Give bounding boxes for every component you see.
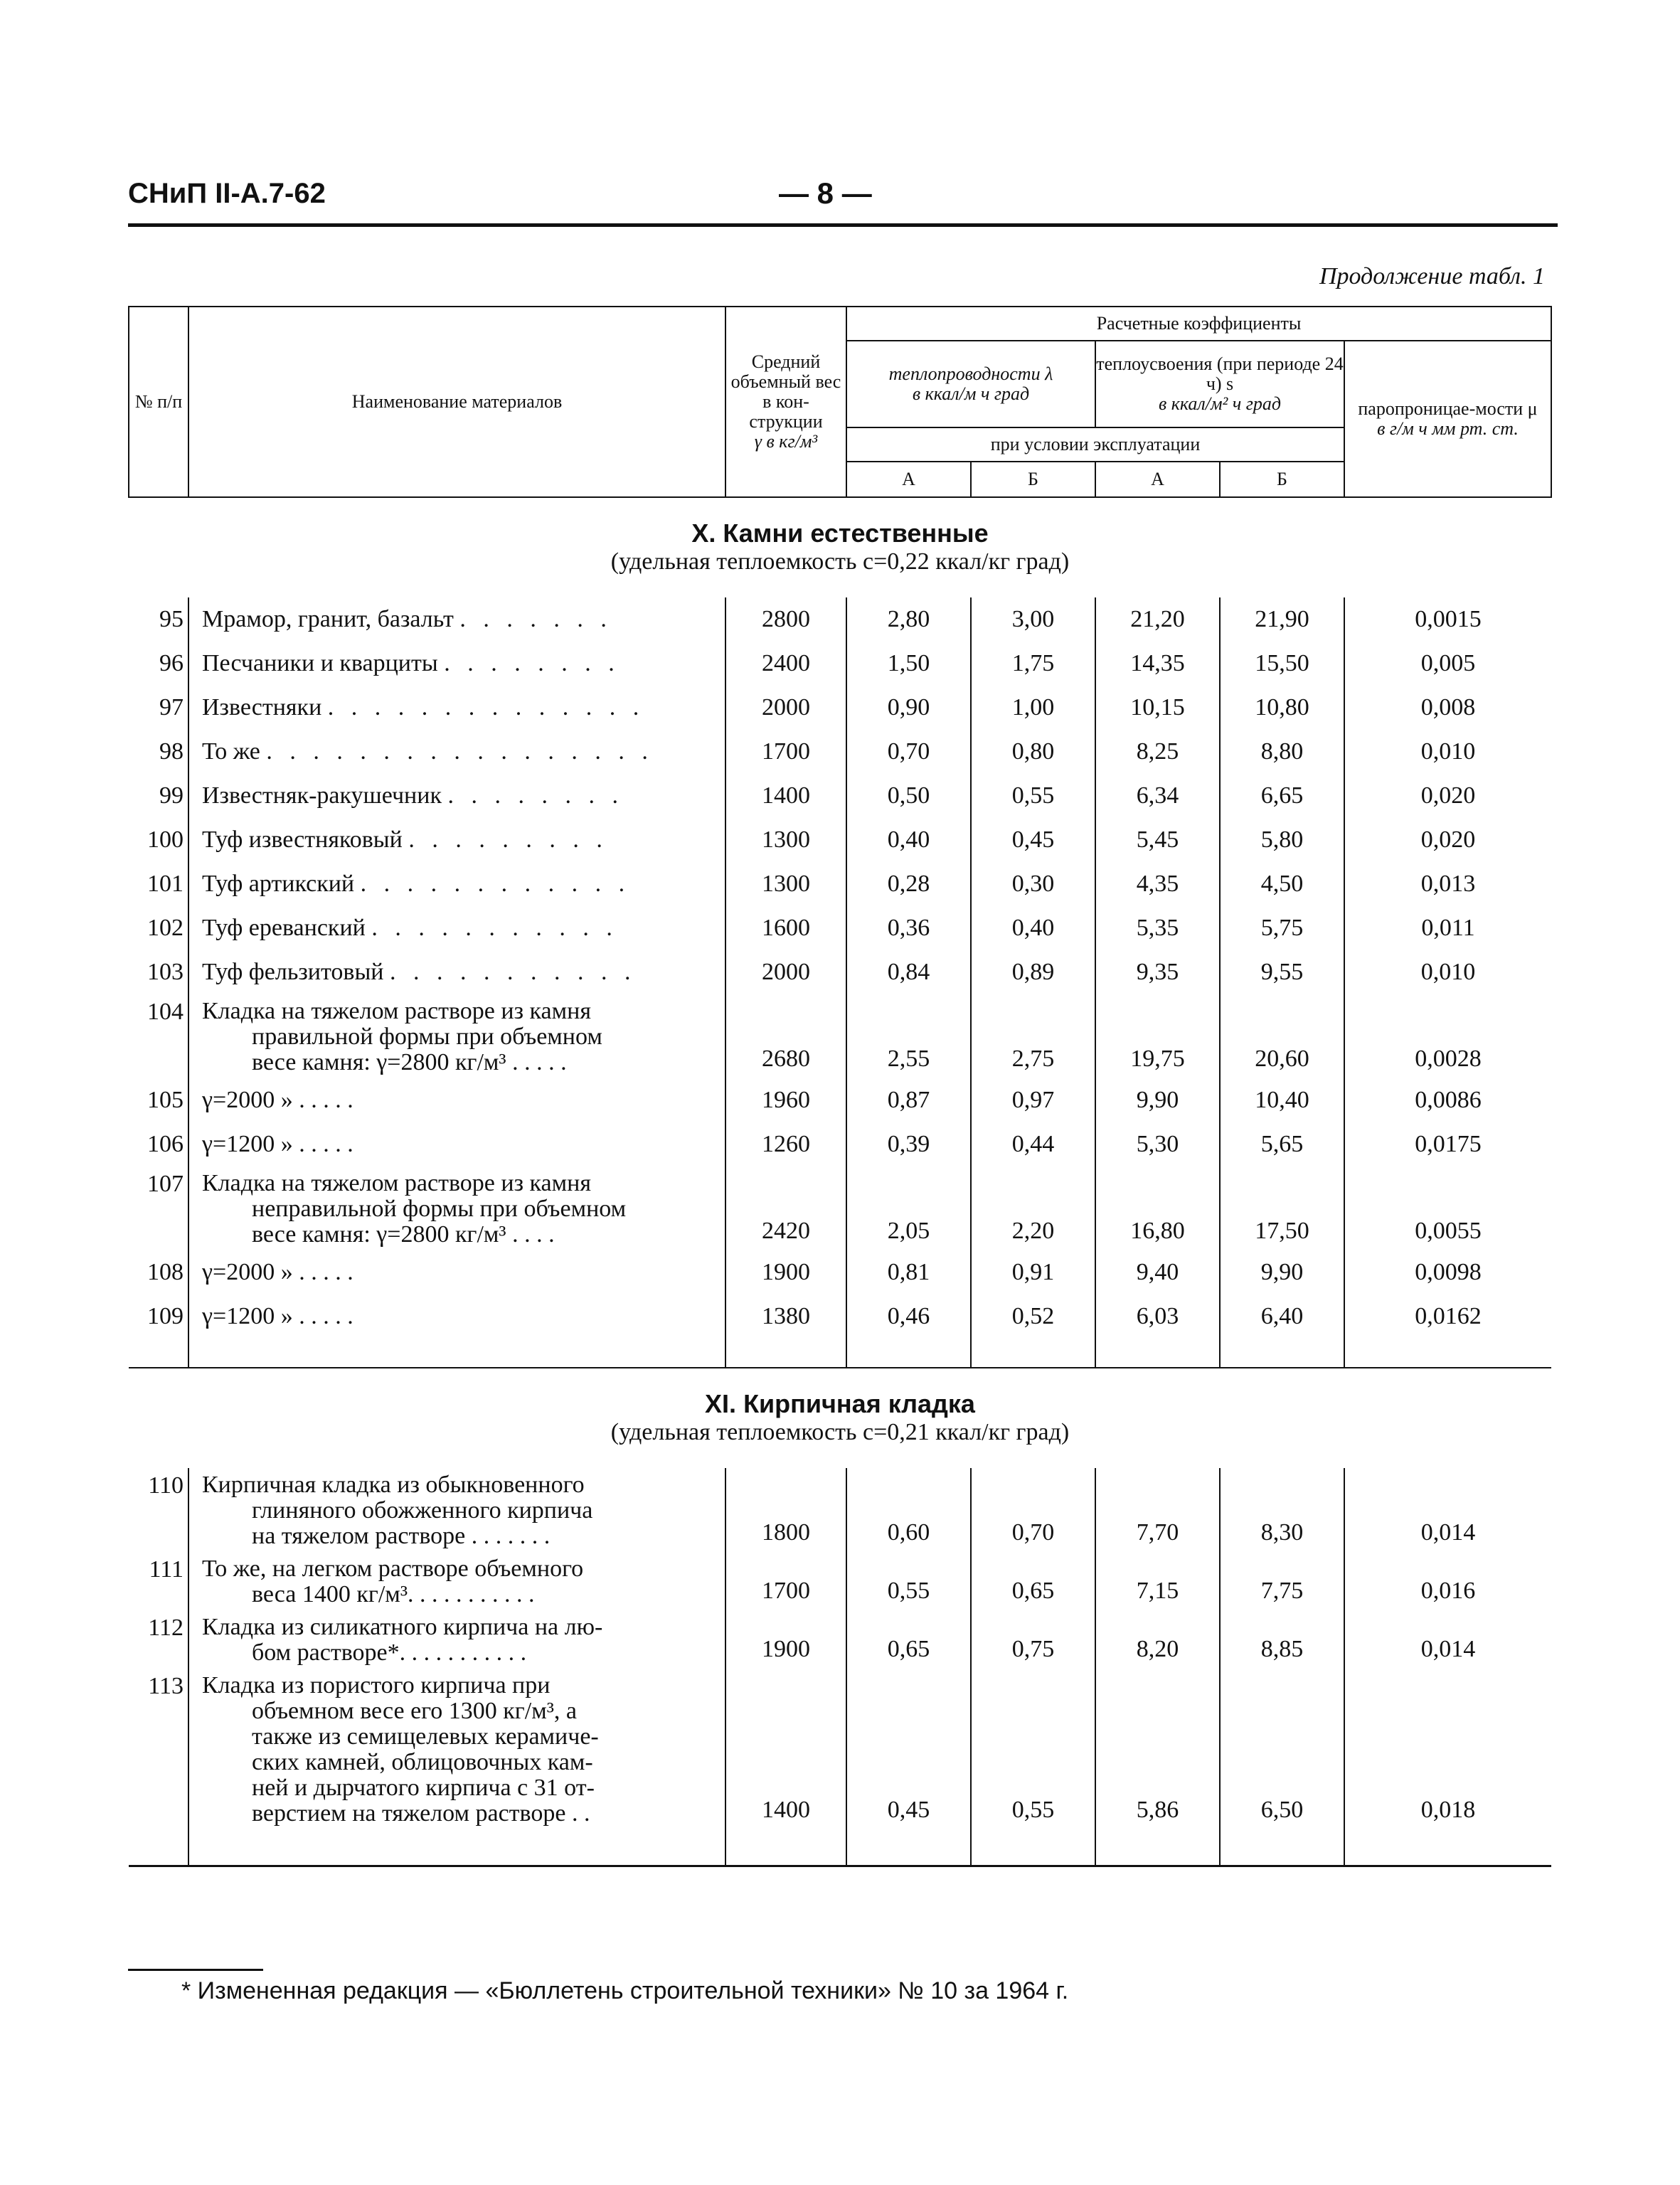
material-name-text: Туф ереванский bbox=[202, 915, 366, 941]
s-b-cell: 4,50 bbox=[1220, 862, 1344, 906]
s-b-cell: 9,90 bbox=[1220, 1250, 1344, 1294]
material-name-text: Туф известняковый bbox=[202, 826, 403, 853]
material-name bbox=[188, 730, 725, 774]
row-number: 95 bbox=[129, 597, 188, 642]
s-a-cell: 10,15 bbox=[1095, 686, 1220, 730]
s-b-cell: 5,75 bbox=[1220, 906, 1344, 950]
header-cond-a: А bbox=[846, 462, 971, 497]
row-number: 110 bbox=[129, 1468, 188, 1552]
lambda-a-cell: 0,84 bbox=[846, 950, 971, 994]
material-name bbox=[188, 686, 725, 730]
mu-cell: 0,010 bbox=[1420, 738, 1476, 765]
mu-cell: 0,0055 bbox=[1415, 1218, 1482, 1244]
material-name-text: Туф фельзитовый bbox=[202, 959, 384, 985]
table-row bbox=[129, 774, 1551, 818]
s-a-cell: 21,20 bbox=[1095, 597, 1220, 642]
material-name-text: Песчаники и кварциты bbox=[202, 650, 438, 676]
material-name-line: Кладка из силикатного кирпича на лю- bbox=[202, 1614, 603, 1640]
header-weight-text: Средний объемный вес в кон-струкции bbox=[730, 351, 841, 432]
document-code: СНиП II-А.7-62 bbox=[128, 178, 326, 209]
density-cell: 2680 bbox=[725, 994, 846, 1078]
mu-cell: 0,011 bbox=[1421, 915, 1475, 941]
s-a-cell: 4,35 bbox=[1095, 862, 1220, 906]
material-name-line: на тяжелом растворе . . . . . . . bbox=[252, 1523, 551, 1549]
material-name-line: ней и дырчатого кирпича с 31 от- bbox=[252, 1775, 595, 1801]
material-name-line: объемном весе его 1300 кг/м³, а bbox=[252, 1698, 577, 1724]
s-b-cell: 6,40 bbox=[1220, 1294, 1344, 1339]
density-cell: 1900 bbox=[725, 1250, 846, 1294]
material-name-line: ских камней, облицовочных кам- bbox=[252, 1749, 593, 1775]
lambda-a-cell: 0,39 bbox=[846, 1122, 971, 1166]
mu-cell: 0,0086 bbox=[1415, 1087, 1482, 1113]
mu-cell: 0,016 bbox=[1420, 1578, 1476, 1604]
table-row bbox=[129, 906, 1551, 950]
density-cell: 1700 bbox=[725, 730, 846, 774]
s-b-cell: 6,65 bbox=[1220, 774, 1344, 818]
mu-cell: 0,018 bbox=[1420, 1797, 1476, 1823]
material-name-line: Кладка из пористого кирпича при bbox=[202, 1672, 551, 1698]
lambda-a-cell: 0,87 bbox=[846, 1078, 971, 1122]
s-a-cell: 8,20 bbox=[1095, 1610, 1220, 1669]
lambda-b-cell: 1,00 bbox=[971, 686, 1095, 730]
density-cell: 2000 bbox=[725, 950, 846, 994]
s-b-cell: 20,60 bbox=[1220, 994, 1344, 1078]
header-conductivity-text: теплопроводности λ bbox=[888, 363, 1053, 384]
row-number: 97 bbox=[129, 686, 188, 730]
density-cell: 2400 bbox=[725, 642, 846, 686]
lambda-a-cell: 0,36 bbox=[846, 906, 971, 950]
lambda-b-cell: 0,80 bbox=[971, 730, 1095, 774]
density-cell: 1300 bbox=[725, 862, 846, 906]
material-name-text: Известняк-ракушечник bbox=[202, 782, 442, 809]
table-row bbox=[129, 1122, 1551, 1166]
material-name: γ=1200 » . . . . . bbox=[188, 1294, 725, 1339]
mu-cell: 0,008 bbox=[1420, 694, 1476, 721]
material-name-text: Мрамор, гранит, базальт bbox=[202, 606, 454, 632]
material-name: γ=1200 » . . . . . bbox=[188, 1122, 725, 1166]
table-row bbox=[129, 1294, 1551, 1339]
header-heat-absorption-text: теплоусвоения (при периоде 24 ч) s bbox=[1096, 353, 1344, 394]
section-title: XI. Кирпичная кладка bbox=[705, 1389, 975, 1418]
lambda-b-cell: 0,55 bbox=[971, 774, 1095, 818]
s-a-cell: 9,90 bbox=[1095, 1078, 1220, 1122]
density-cell: 1700 bbox=[725, 1552, 846, 1610]
density-cell: 2420 bbox=[725, 1166, 846, 1250]
material-name bbox=[188, 862, 725, 906]
lambda-a-cell: 2,80 bbox=[846, 597, 971, 642]
material-name bbox=[188, 1166, 725, 1250]
header-vapor-unit: в г/м ч мм рт. ст. bbox=[1377, 418, 1519, 439]
density-cell: 2800 bbox=[725, 597, 846, 642]
material-name-line: верстием на тяжелом растворе . . bbox=[252, 1800, 590, 1827]
table-row bbox=[129, 994, 1551, 1078]
material-name bbox=[188, 1669, 725, 1829]
row-number: 104 bbox=[129, 994, 188, 1078]
s-b-cell: 17,50 bbox=[1220, 1166, 1344, 1250]
material-name bbox=[188, 1610, 725, 1669]
material-name-line: Кладка на тяжелом растворе из камня bbox=[202, 998, 591, 1024]
table-row bbox=[129, 1552, 1551, 1610]
s-a-cell: 9,35 bbox=[1095, 950, 1220, 994]
s-a-cell: 6,34 bbox=[1095, 774, 1220, 818]
materials-table bbox=[128, 306, 1552, 1867]
lambda-b-cell: 2,20 bbox=[971, 1166, 1095, 1250]
s-b-cell: 6,50 bbox=[1220, 1669, 1344, 1829]
lambda-a-cell: 0,55 bbox=[846, 1552, 971, 1610]
material-name-line: неправильной формы при объемном bbox=[252, 1196, 627, 1222]
leader-dots: . . . . . . . . bbox=[447, 782, 624, 809]
material-name-line: весе камня: γ=2800 кг/м³ . . . . . bbox=[252, 1049, 567, 1075]
lambda-a-cell: 0,28 bbox=[846, 862, 971, 906]
header-heat-absorption-unit: в ккал/м² ч град bbox=[1158, 393, 1282, 414]
header-vapor-permeability bbox=[1344, 341, 1551, 497]
header-coefficients: Расчетные коэффициенты bbox=[846, 307, 1551, 341]
row-number: 109 bbox=[129, 1294, 188, 1339]
s-b-cell: 7,75 bbox=[1220, 1552, 1344, 1610]
header-cond-b: Б bbox=[1220, 462, 1344, 497]
s-b-cell: 8,80 bbox=[1220, 730, 1344, 774]
row-number: 102 bbox=[129, 906, 188, 950]
page-header bbox=[128, 178, 1558, 220]
table-row bbox=[129, 950, 1551, 994]
lambda-a-cell: 0,65 bbox=[846, 1610, 971, 1669]
material-name-line: глиняного обожженного кирпича bbox=[252, 1497, 593, 1524]
leader-dots: . . . . . . . . . . . . . . . . . bbox=[266, 738, 654, 765]
lambda-b-cell: 0,45 bbox=[971, 818, 1095, 862]
s-b-cell: 21,90 bbox=[1220, 597, 1344, 642]
lambda-a-cell: 0,40 bbox=[846, 818, 971, 862]
material-name-text: Туф артикский bbox=[202, 871, 355, 897]
page-number: — 8 — bbox=[779, 176, 872, 210]
s-a-cell: 5,30 bbox=[1095, 1122, 1220, 1166]
lambda-b-cell: 0,52 bbox=[971, 1294, 1095, 1339]
section-title: X. Камни естественные bbox=[691, 519, 989, 548]
material-name: γ=2000 » . . . . . bbox=[188, 1250, 725, 1294]
section-subtitle: (удельная теплоемкость c=0,22 ккал/кг град) bbox=[610, 548, 1070, 575]
material-name-text: То же bbox=[202, 738, 260, 765]
table-end-row bbox=[129, 1829, 1551, 1866]
density-cell: 1960 bbox=[725, 1078, 846, 1122]
lambda-b-cell: 0,44 bbox=[971, 1122, 1095, 1166]
lambda-a-cell: 0,46 bbox=[846, 1294, 971, 1339]
s-a-cell: 6,03 bbox=[1095, 1294, 1220, 1339]
table-row bbox=[129, 642, 1551, 686]
table-row bbox=[129, 686, 1551, 730]
footnote: * Измененная редакция — «Бюллетень строительной техники» № 10 за 1964 г. bbox=[181, 1977, 1069, 2004]
table-row bbox=[129, 818, 1551, 862]
mu-cell: 0,010 bbox=[1420, 959, 1476, 985]
density-cell: 1900 bbox=[725, 1610, 846, 1669]
table-row bbox=[129, 1468, 1551, 1552]
leader-dots: . . . . . . . . . . . . . . bbox=[327, 694, 645, 721]
lambda-b-cell: 0,91 bbox=[971, 1250, 1095, 1294]
material-name-line: также из семищелевых керамиче- bbox=[252, 1723, 599, 1750]
lambda-b-cell: 2,75 bbox=[971, 994, 1095, 1078]
table-row bbox=[129, 1669, 1551, 1829]
row-number: 107 bbox=[129, 1166, 188, 1250]
material-name-text: Известняки bbox=[202, 694, 322, 721]
header-material-name: Наименование материалов bbox=[188, 307, 725, 497]
s-a-cell: 5,45 bbox=[1095, 818, 1220, 862]
material-name bbox=[188, 642, 725, 686]
density-cell: 1260 bbox=[725, 1122, 846, 1166]
leader-dots: . . . . . . . bbox=[459, 606, 612, 632]
mu-cell: 0,013 bbox=[1420, 871, 1476, 897]
section-subtitle: (удельная теплоемкость c=0,21 ккал/кг град) bbox=[610, 1419, 1070, 1445]
row-number: 112 bbox=[129, 1610, 188, 1669]
row-number: 100 bbox=[129, 818, 188, 862]
header-operating-conditions: при условии эксплуатации bbox=[846, 427, 1344, 462]
table-row bbox=[129, 1250, 1551, 1294]
leader-dots: . . . . . . . . . . . bbox=[371, 915, 618, 941]
mu-cell: 0,0028 bbox=[1415, 1046, 1482, 1072]
header-cond-a: А bbox=[1095, 462, 1220, 497]
s-a-cell: 8,25 bbox=[1095, 730, 1220, 774]
leader-dots: . . . . . . . . bbox=[444, 650, 620, 676]
header-conductivity-unit: в ккал/м ч град bbox=[912, 383, 1030, 404]
lambda-a-cell: 2,05 bbox=[846, 1166, 971, 1250]
leader-dots: . . . . . . . . . . . bbox=[389, 959, 637, 985]
material-name bbox=[188, 774, 725, 818]
lambda-a-cell: 0,81 bbox=[846, 1250, 971, 1294]
mu-cell: 0,014 bbox=[1420, 1636, 1476, 1662]
row-number: 105 bbox=[129, 1078, 188, 1122]
table-row bbox=[129, 1610, 1551, 1669]
density-cell: 1300 bbox=[725, 818, 846, 862]
lambda-b-cell: 0,65 bbox=[971, 1552, 1095, 1610]
lambda-b-cell: 0,75 bbox=[971, 1610, 1095, 1669]
leader-dots: . . . . . . . . . . . . bbox=[360, 871, 631, 897]
density-cell: 1800 bbox=[725, 1468, 846, 1552]
material-name bbox=[188, 994, 725, 1078]
lambda-b-cell: 0,40 bbox=[971, 906, 1095, 950]
header-vapor-text: паропроницае-мости μ bbox=[1358, 398, 1538, 419]
mu-cell: 0,014 bbox=[1420, 1519, 1476, 1546]
mu-cell: 0,0098 bbox=[1415, 1259, 1482, 1285]
s-a-cell: 7,70 bbox=[1095, 1468, 1220, 1552]
row-number: 111 bbox=[129, 1552, 188, 1610]
footnote-rule bbox=[128, 1969, 263, 1971]
lambda-b-cell: 3,00 bbox=[971, 597, 1095, 642]
material-name-line: Кирпичная кладка из обыкновенного bbox=[202, 1472, 585, 1498]
row-number: 106 bbox=[129, 1122, 188, 1166]
lambda-a-cell: 1,50 bbox=[846, 642, 971, 686]
s-b-cell: 8,85 bbox=[1220, 1610, 1344, 1669]
lambda-b-cell: 0,89 bbox=[971, 950, 1095, 994]
row-gap bbox=[129, 1339, 1551, 1368]
table-row bbox=[129, 730, 1551, 774]
material-name bbox=[188, 818, 725, 862]
header-cond-b: Б bbox=[971, 462, 1095, 497]
material-name-line: Кладка на тяжелом растворе из камня bbox=[202, 1170, 591, 1196]
material-name bbox=[188, 950, 725, 994]
mu-cell: 0,005 bbox=[1420, 650, 1476, 676]
mu-cell: 0,020 bbox=[1420, 826, 1476, 853]
s-b-cell: 10,80 bbox=[1220, 686, 1344, 730]
row-number: 96 bbox=[129, 642, 188, 686]
s-a-cell: 7,15 bbox=[1095, 1552, 1220, 1610]
table-row bbox=[129, 1078, 1551, 1122]
row-number: 108 bbox=[129, 1250, 188, 1294]
material-name-line: правильной формы при объемном bbox=[252, 1024, 602, 1050]
density-cell: 1400 bbox=[725, 1669, 846, 1829]
material-name-line: То же, на легком растворе объемного bbox=[202, 1556, 584, 1582]
header-weight-unit: γ в кг/м³ bbox=[754, 431, 818, 452]
table-body bbox=[129, 497, 1551, 1866]
lambda-b-cell: 1,75 bbox=[971, 642, 1095, 686]
s-b-cell: 15,50 bbox=[1220, 642, 1344, 686]
lambda-a-cell: 0,50 bbox=[846, 774, 971, 818]
row-number: 113 bbox=[129, 1669, 188, 1829]
leader-dots: . . . . . . . . . bbox=[408, 826, 608, 853]
s-b-cell: 5,80 bbox=[1220, 818, 1344, 862]
s-b-cell: 10,40 bbox=[1220, 1078, 1344, 1122]
lambda-b-cell: 0,70 bbox=[971, 1468, 1095, 1552]
table-row bbox=[129, 1166, 1551, 1250]
header-weight bbox=[725, 307, 846, 497]
lambda-a-cell: 0,45 bbox=[846, 1669, 971, 1829]
table-row bbox=[129, 862, 1551, 906]
mu-cell: 0,0175 bbox=[1415, 1131, 1482, 1157]
density-cell: 1380 bbox=[725, 1294, 846, 1339]
material-name bbox=[188, 597, 725, 642]
s-b-cell: 5,65 bbox=[1220, 1122, 1344, 1166]
header-heat-absorption bbox=[1095, 341, 1344, 427]
density-cell: 2000 bbox=[725, 686, 846, 730]
material-name bbox=[188, 1552, 725, 1610]
header-number: № п/п bbox=[129, 307, 188, 497]
lambda-b-cell: 0,30 bbox=[971, 862, 1095, 906]
mu-cell: 0,0015 bbox=[1415, 606, 1482, 632]
table-row bbox=[129, 597, 1551, 642]
table-continuation-label: Продолжение табл. 1 bbox=[1319, 263, 1545, 289]
section-heading-x bbox=[129, 497, 1551, 597]
lambda-a-cell: 0,60 bbox=[846, 1468, 971, 1552]
table-header bbox=[129, 307, 1551, 497]
material-name-line: весе камня: γ=2800 кг/м³ . . . . bbox=[252, 1221, 555, 1248]
row-number: 101 bbox=[129, 862, 188, 906]
material-name: γ=2000 » . . . . . bbox=[188, 1078, 725, 1122]
lambda-a-cell: 2,55 bbox=[846, 994, 971, 1078]
s-a-cell: 5,35 bbox=[1095, 906, 1220, 950]
s-b-cell: 9,55 bbox=[1220, 950, 1344, 994]
s-a-cell: 19,75 bbox=[1095, 994, 1220, 1078]
density-cell: 1400 bbox=[725, 774, 846, 818]
lambda-b-cell: 0,97 bbox=[971, 1078, 1095, 1122]
lambda-b-cell: 0,55 bbox=[971, 1669, 1095, 1829]
row-number: 98 bbox=[129, 730, 188, 774]
section-heading-xi bbox=[129, 1368, 1551, 1468]
material-name-line: бом растворе*. . . . . . . . . . . bbox=[252, 1639, 527, 1666]
mu-cell: 0,020 bbox=[1420, 782, 1476, 809]
s-a-cell: 9,40 bbox=[1095, 1250, 1220, 1294]
density-cell: 1600 bbox=[725, 906, 846, 950]
row-number: 99 bbox=[129, 774, 188, 818]
s-a-cell: 5,86 bbox=[1095, 1669, 1220, 1829]
s-b-cell: 8,30 bbox=[1220, 1468, 1344, 1552]
lambda-a-cell: 0,70 bbox=[846, 730, 971, 774]
material-name bbox=[188, 1468, 725, 1552]
header-conductivity bbox=[846, 341, 1095, 427]
header-rule bbox=[128, 223, 1558, 227]
material-name-line: веса 1400 кг/м³. . . . . . . . . . . bbox=[252, 1581, 535, 1607]
material-name bbox=[188, 906, 725, 950]
row-number: 103 bbox=[129, 950, 188, 994]
s-a-cell: 16,80 bbox=[1095, 1166, 1220, 1250]
s-a-cell: 14,35 bbox=[1095, 642, 1220, 686]
lambda-a-cell: 0,90 bbox=[846, 686, 971, 730]
mu-cell: 0,0162 bbox=[1415, 1303, 1482, 1329]
